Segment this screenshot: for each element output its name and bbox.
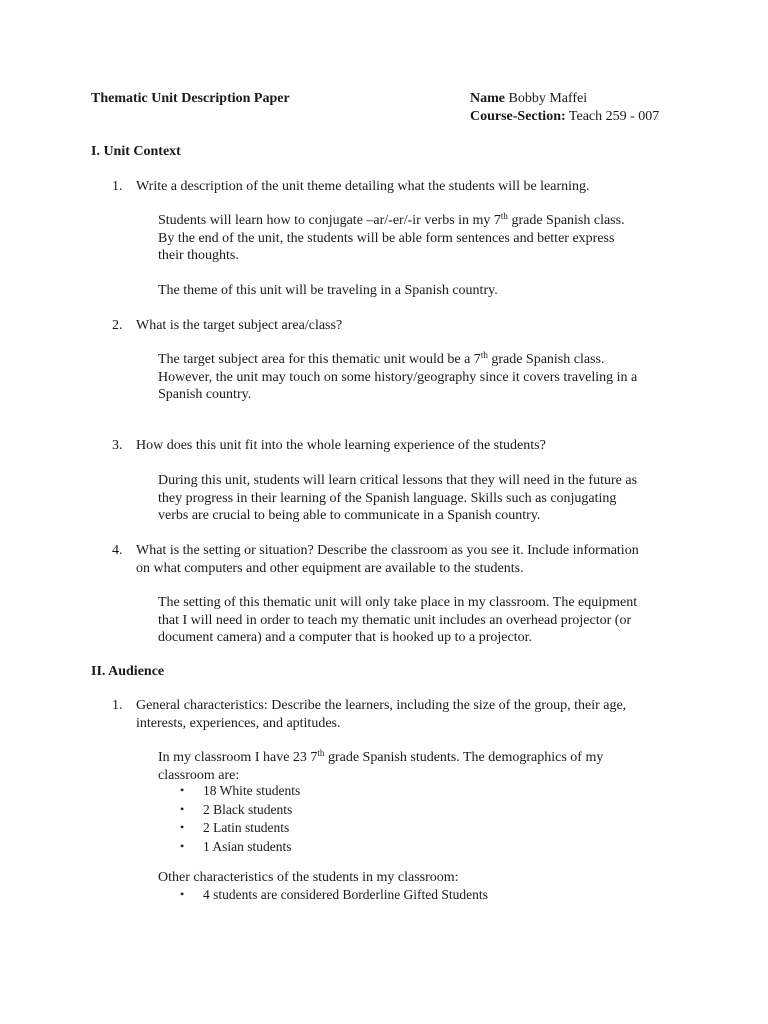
course-value: Teach 259 - 007 xyxy=(568,109,660,124)
list-item-text: 2 Latin students xyxy=(203,820,290,835)
answer-paragraph xyxy=(158,472,698,525)
question-number: 1. xyxy=(112,698,123,713)
list-item-text: 1 Asian students xyxy=(203,838,292,854)
answer-text: The setting of this thematic unit will only take place in my classroom. The equipment xyxy=(158,595,638,610)
question-number: 1. xyxy=(112,179,123,194)
list-item xyxy=(158,782,658,801)
answer-paragraph xyxy=(158,351,698,404)
bullet-icon: • xyxy=(180,887,185,901)
answer-text: During this unit, students will learn critical lessons that they will need in the future as xyxy=(158,473,638,488)
answer-text: By the end of the unit, the students will be able form sentences and better express xyxy=(158,230,615,246)
superscript: th xyxy=(480,350,488,360)
section-heading-unit-context: I. Unit Context xyxy=(91,144,181,159)
question-text: What is the target subject area/class? xyxy=(136,318,343,333)
answer-text: grade Spanish class. xyxy=(487,352,605,367)
section-heading-audience: II. Audience xyxy=(91,664,165,679)
document-title: Thematic Unit Description Paper xyxy=(91,91,290,106)
answer-paragraph xyxy=(158,749,698,784)
question-text-line: interests, experiences, and aptitudes. xyxy=(136,715,341,731)
question-text-line: on what computers and other equipment are available to the students. xyxy=(136,560,524,576)
course-line xyxy=(470,108,659,126)
list-item xyxy=(158,819,658,838)
list-item xyxy=(158,801,658,820)
answer-paragraph xyxy=(158,212,698,265)
bullet-icon: • xyxy=(180,838,185,853)
answer-text: classroom are: xyxy=(158,767,240,783)
question-text: Write a description of the unit theme detailing what the students will be learning. xyxy=(136,179,590,194)
answer-text: Spanish country. xyxy=(158,387,252,402)
other-characteristics-list xyxy=(158,886,658,905)
bullet-icon: • xyxy=(180,783,185,797)
list-item xyxy=(158,838,658,857)
answer-text: that I will need in order to teach my thematic unit includes an overhead projector (or xyxy=(158,612,632,628)
bullet-icon: • xyxy=(180,801,185,816)
superscript: th xyxy=(500,211,508,221)
question-number: 4. xyxy=(112,543,123,558)
answer-paragraph xyxy=(158,594,698,647)
answer-paragraph xyxy=(158,282,698,300)
answer-text: grade Spanish students. The demographics of my xyxy=(324,750,604,765)
demographics-list xyxy=(158,782,658,856)
question-text xyxy=(136,542,696,577)
answer-text: grade Spanish class. xyxy=(507,213,625,228)
bullet-icon: • xyxy=(180,820,185,834)
list-item-text: 4 students are considered Borderline Gifted Students xyxy=(203,887,488,902)
name-label: Name xyxy=(470,91,505,106)
name-value: Bobby Maffei xyxy=(508,91,588,106)
answer-text: they progress in their learning of the Spanish language. Skills such as conjugating xyxy=(158,490,617,506)
name-line xyxy=(470,90,587,108)
answer-paragraph xyxy=(158,869,698,887)
answer-text: The theme of this unit will be traveling in a Spanish country. xyxy=(158,283,498,298)
answer-text: document camera) and a computer that is hooked up to a projector. xyxy=(158,630,532,645)
answer-text: verbs are crucial to being able to communicate in a Spanish country. xyxy=(158,508,541,523)
question-text-line: General characteristics: Describe the learners, including the size of the group, their age, xyxy=(136,698,627,713)
question-number: 3. xyxy=(112,438,123,453)
question-text-line: What is the setting or situation? Describe the classroom as you see it. Include information xyxy=(136,543,639,558)
list-item-text: 18 White students xyxy=(203,783,301,798)
list-item xyxy=(158,886,658,905)
course-label: Course-Section: xyxy=(470,109,566,124)
answer-text: their thoughts. xyxy=(158,248,239,263)
question-number: 2. xyxy=(112,318,123,333)
answer-text: However, the unit may touch on some history/geography since it covers traveling in a xyxy=(158,369,638,385)
list-item-text: 2 Black students xyxy=(203,801,293,817)
answer-text: The target subject area for this thematic unit would be a 7 xyxy=(158,352,481,367)
answer-text: Students will learn how to conjugate –ar/-er/-ir verbs in my 7 xyxy=(158,213,501,228)
answer-text: In my classroom I have 23 7 xyxy=(158,750,318,765)
answer-text: Other characteristics of the students in my classroom: xyxy=(158,870,459,885)
question-text: How does this unit fit into the whole learning experience of the students? xyxy=(136,438,546,453)
question-text xyxy=(136,697,696,732)
superscript: th xyxy=(317,748,325,758)
